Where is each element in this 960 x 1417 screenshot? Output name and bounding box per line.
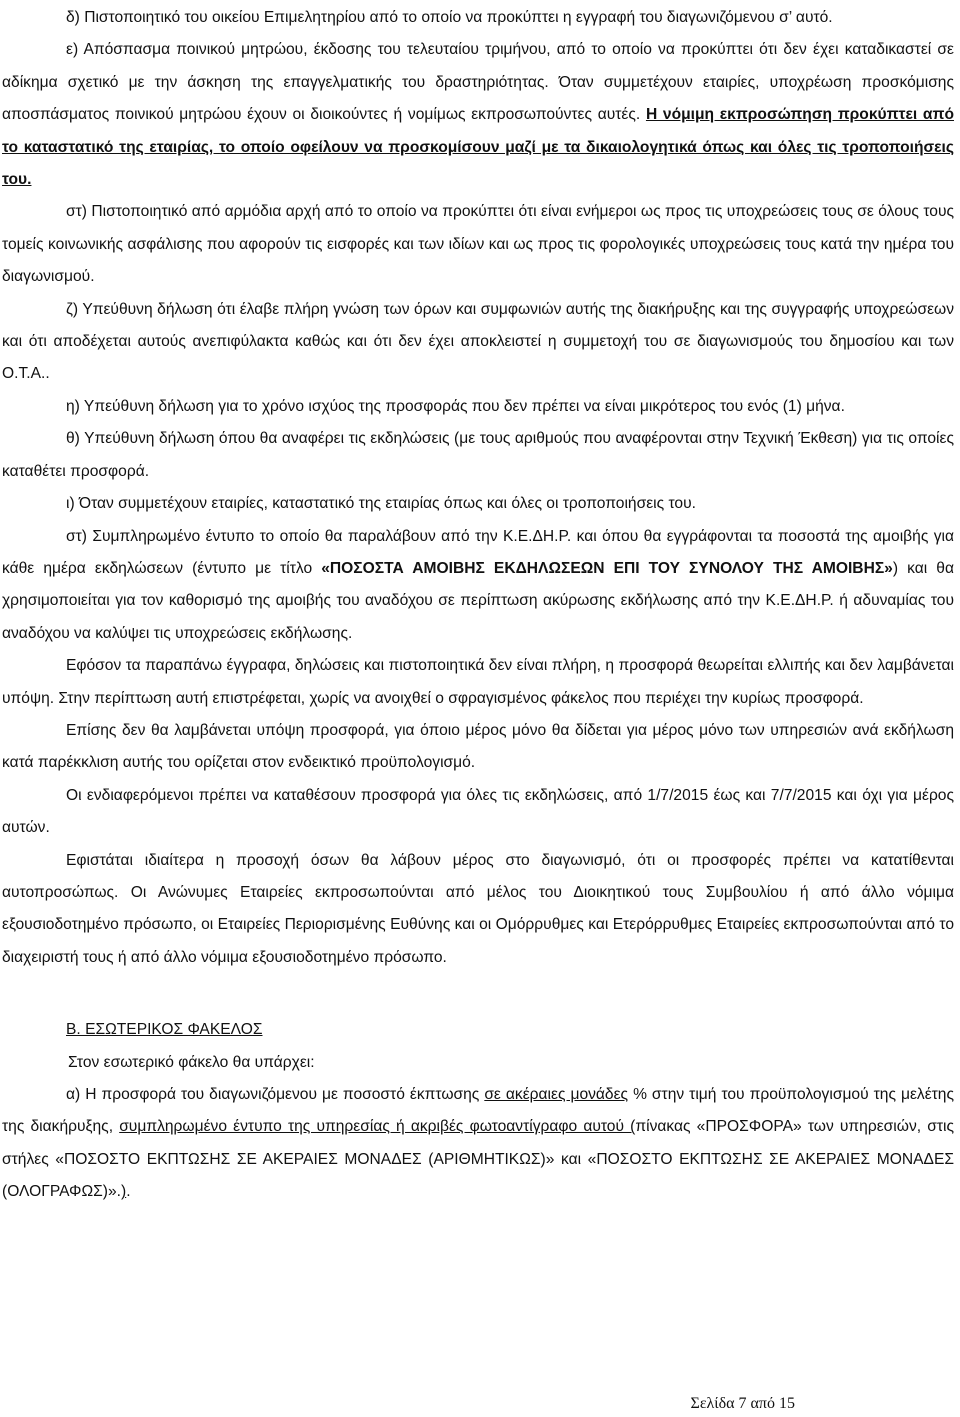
paragraph-b-a-text: α) Η προσφορά του διαγωνιζόμενου με ποσοστό έκπτωσης	[66, 1086, 485, 1103]
completed-form-note: συμπληρωμένο έντυπο της υπηρεσίας ή ακριβές φωτοαντίγραφο αυτού (	[119, 1118, 636, 1136]
paragraph-b-a-text-2: % στην τιμή του προϋπολογισμού της μελέτης της διακήρυξης,	[2, 1086, 954, 1136]
paragraph-i-text: ι) Όταν συμμετέχουν εταιρίες, καταστατικό της εταιρίας όπως και όλες οι τροποποιήσεις του.	[66, 495, 696, 513]
paragraph-st-text: στ) Πιστοποιητικό από αρμόδια αρχή από το οποίο να προκύπτει ότι είναι ενήμεροι ως προς τις υποχρεώσεις τους σε όλους τους τομείς κοινωνικής ασφάλισης που αφορούν τις εισφορές και των ιδίων και ως προς τις φορολογικές υποχρεώσεις τους κατά την ημέρα του διαγωνισμού.	[2, 203, 954, 286]
form-title: «ΠΟΣΟΣΤΑ ΑΜΟΙΒΗΣ ΕΚΔΗΛΩΣΕΩΝ ΕΠΙ ΤΟΥ ΣΥΝΟΛΟΥ ΤΗΣ ΑΜΟΙΒΗΣ»	[321, 559, 893, 577]
paragraph-e-text: ε) Απόσπασμα ποινικού μητρώου, έκδοσης του τελευταίου τριμήνου, από το οποίο να προκύπτει ότι δεν έχει καταδικαστεί σε αδίκημα σχετικό με την άσκηση της επαγγελματικής του δραστηριότητας. Όταν συμμετέχουν εταιρίες, υποχρέωση προσκόμισης αποσπάσματος ποινικού μητρώου έχουν οι διοικούντες ή νομίμως εκπροσωπούντες αυτές.	[2, 41, 954, 124]
paragraph-efist-text: Εφιστάται ιδιαίτερα η προσοχή όσων θα λάβουν μέρος στο διαγωνισμό, ότι οι προσφορές πρέπει να κατατίθενται αυτοπροσώπως. Οι Ανώνυμες Εταιρείες εκπροσωπούνται από μέλος του Διοικητικού τους Συμβουλίου ή από άλλο νόμιμα εξουσιοδοτημένο πρόσωπο, οι Εταιρείες Περιορισμένης Ευθύνης και οι Ομόρρυθμες και Ετερόρρυθμες Εταιρείες εκπροσωπούνται από το διαχειριστή τους ή από άλλο νόμιμα εξουσιοδοτημένο πρόσωπο.	[2, 851, 954, 966]
paragraph-efoson	[2, 650, 954, 715]
paragraph-b-a-text-4: .	[126, 1183, 131, 1201]
paragraph-th-text: θ) Υπεύθυνη δήλωση όπου θα αναφέρει τις εκδηλώσεις (με τους αριθμούς που αναφέρονται στην Τεχνική Έκθεση) για τις οποίες καταθέτει προσφορά.	[2, 430, 954, 480]
section-spacer	[2, 974, 954, 1014]
paragraph-st	[2, 196, 954, 293]
section-b-intro: Στον εσωτερικό φάκελο θα υπάρχει:	[68, 1053, 315, 1071]
paragraph-endiaf-text: Οι ενδιαφερόμενοι πρέπει να καταθέσουν προσφορά για όλες τις εκδηλώσεις, από 1/7/2015 έως και 7/7/2015 και όχι για μέρος αυτών.	[2, 786, 954, 837]
closing-parenthesis: )	[120, 1183, 127, 1201]
paragraph-efist	[2, 845, 954, 975]
paragraph-endiaf	[2, 780, 954, 845]
legal-representation-note: Η νόμιμη εκπροσώπηση προκύπτει από το καταστατικό της εταιρίας, το οποίο οφείλουν να προσκομίσουν μαζί με τα δικαιολογητικά όπως και όλες τις τροποποιήσεις του.	[2, 106, 954, 189]
paragraph-z	[2, 294, 954, 391]
paragraph-i	[2, 488, 954, 520]
paragraph-d	[2, 2, 954, 34]
paragraph-h-text: η) Υπεύθυνη δήλωση για το χρόνο ισχύος της προσφοράς που δεν πρέπει να είναι μικρότερος του ενός (1) μήνα.	[66, 397, 845, 415]
paragraph-section-b-a	[2, 1079, 954, 1209]
paragraph-episis-text: Επίσης δεν θα λαμβάνεται υπόψη προσφορά, για όποιο μέρος μόνο θα δίδεται για μέρος μόνο των υπηρεσιών ανά εκδήλωση κατά παρέκκλιση αυτής του ορίζεται στον ενδεικτικό προϋπολογισμό.	[2, 721, 954, 772]
paragraph-th	[2, 423, 954, 488]
page-number: Σελίδα 7 από 15	[690, 1395, 795, 1412]
paragraph-efoson-text: Εφόσον τα παραπάνω έγγραφα, δηλώσεις και πιστοποιητικά δεν είναι πλήρη, η προσφορά θεωρείται ελλιπής και δεν λαμβάνεται υπόψη. Στην περίπτωση αυτή επιστρέφεται, χωρίς να ανοιχθεί ο σφραγισμένος φάκελος που περιέχει την κυρίως προσφορά.	[2, 657, 954, 707]
section-b-heading: Β. ΕΣΩΤΕΡΙΚΟΣ ΦΑΚΕΛΟΣ	[66, 1021, 263, 1039]
paragraph-st2	[2, 521, 954, 651]
paragraph-e	[2, 34, 954, 196]
integer-units-note: σε ακέραιες μονάδες	[484, 1086, 629, 1103]
paragraph-st2-text: στ) Συμπληρωμένο έντυπο το οποίο θα παραλάβουν από την Κ.Ε.ΔΗ.Ρ. και όπου θα εγγράφονται τα ποσοστά της αμοιβής για κάθε ημέρα εκδηλώσεων (έντυπο με τίτλο	[2, 527, 954, 577]
paragraph-d-text: δ) Πιστοποιητικό του οικείου Επιμελητηρίου από το οποίο να προκύπτει η εγγραφή του διαγωνιζόμενου σ’ αυτό.	[66, 9, 833, 26]
paragraph-z-text: ζ) Υπεύθυνη δήλωση ότι έλαβε πλήρη γνώση των όρων και συμφωνιών αυτής της διακήρυξης και της συγγραφής υποχρεώσεων και ότι αποδέχεται αυτούς ανεπιφύλακτα καθώς και ότι δεν έχει αποκλειστεί η συμμετοχή του σε διαγωνισμούς του δημοσίου και των Ο.Τ.Α..	[2, 300, 954, 383]
paragraph-h	[2, 391, 954, 423]
paragraph-b-a-text-3: πίνακας «ΠΡΟΣΦΟΡΑ» των υπηρεσιών, στις στήλες «ΠΟΣΟΣΤΟ ΕΚΠΤΩΣΗΣ ΣΕ ΑΚΕΡΑΙΕΣ ΜΟΝΑΔΕΣ (ΑΡΙΘΜΗΤΙΚΩΣ)» και «ΠΟΣΟΣΤΟ ΕΚΠΤΩΣΗΣ ΣΕ ΑΚΕΡΑΙΕΣ ΜΟΝΑΔΕΣ (ΟΛΟΓΡΑΦΩΣ)».	[2, 1118, 954, 1201]
paragraph-episis	[2, 715, 954, 780]
paragraph-st2-text-end: ) και θα χρησιμοποιείται για τον καθορισμό της αμοιβής του αναδόχου σε περίπτωση ακύρωσης εκδήλωσης από την Κ.Ε.ΔΗ.Ρ. ή αδυναμίας του αναδόχου να καλύψει τις υποχρεώσεις εκδήλωσης.	[2, 559, 954, 642]
